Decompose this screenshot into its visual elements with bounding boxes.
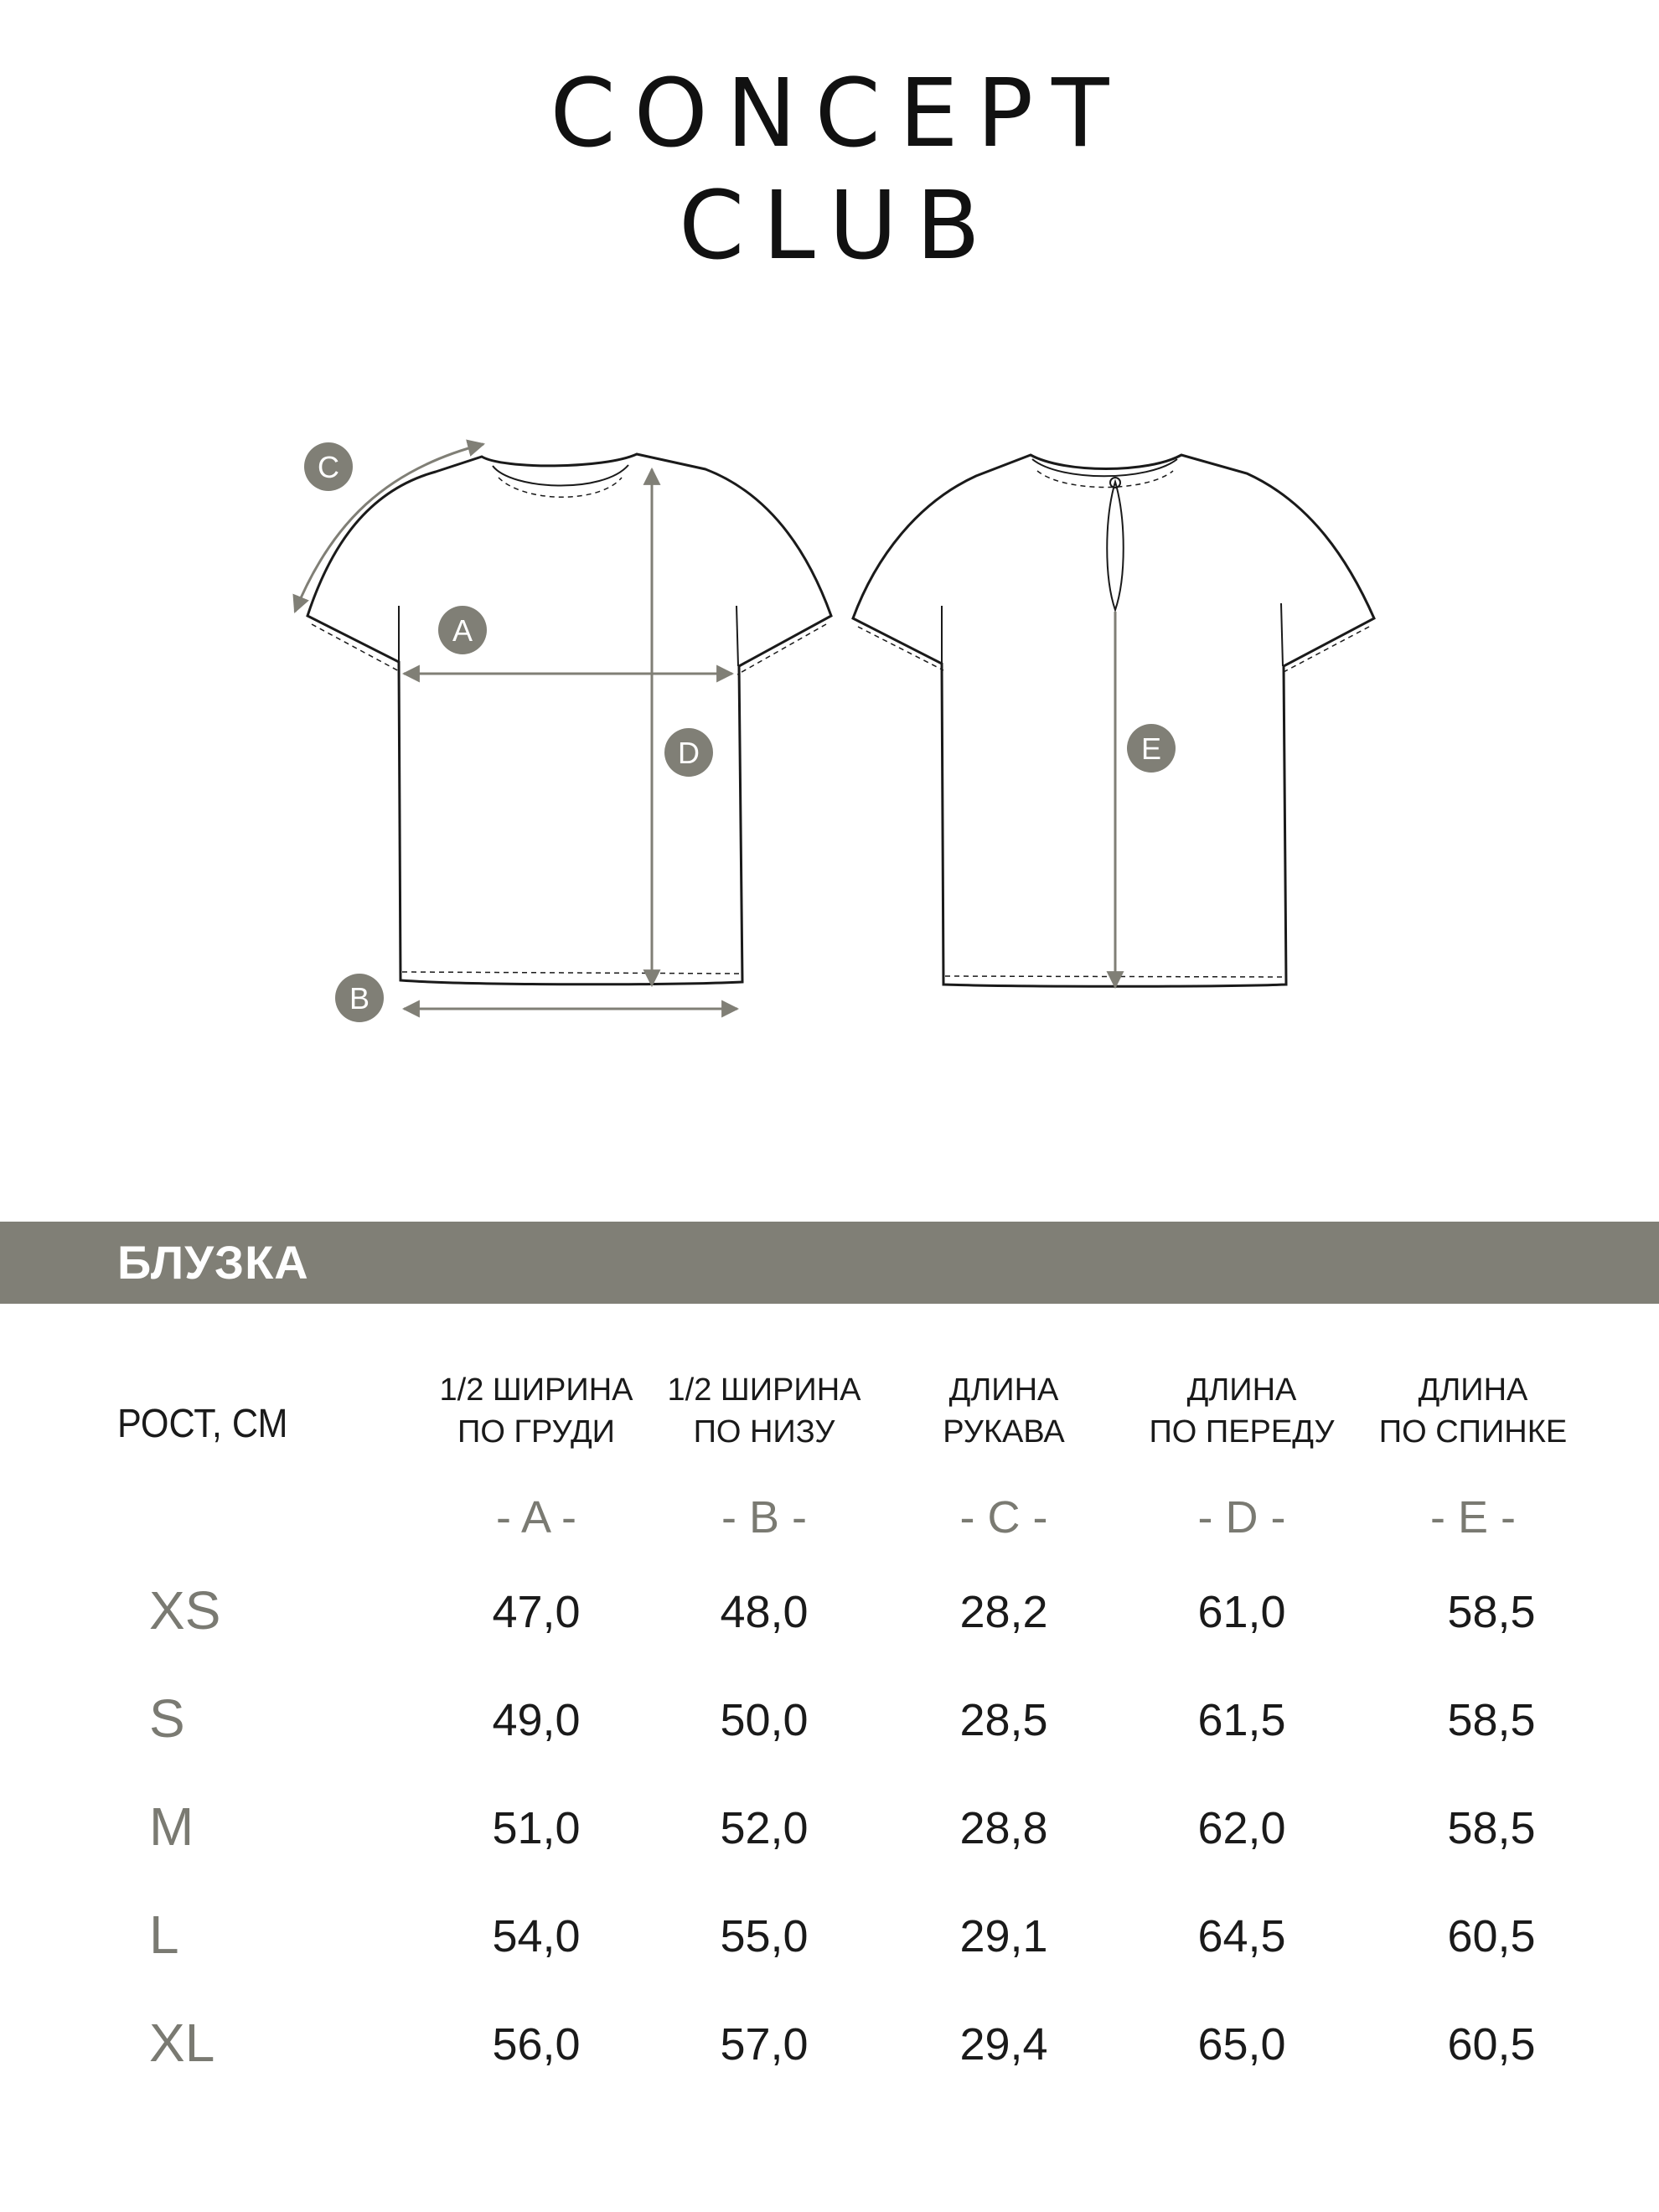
table-cell: 58,5 bbox=[1447, 1695, 1536, 1745]
column-header-e bbox=[1347, 1369, 1599, 1453]
column-header-c bbox=[878, 1369, 1129, 1453]
size-label-l: L bbox=[149, 1904, 179, 1965]
front-sleeve-stitch-left bbox=[312, 624, 401, 672]
back-outline bbox=[853, 455, 1374, 986]
table-cell: 54,0 bbox=[492, 1911, 581, 1961]
size-label-xs: XS bbox=[149, 1580, 221, 1641]
column-header-d bbox=[1116, 1369, 1367, 1453]
front-measurements bbox=[295, 444, 737, 1009]
column-header-line1: 1/2 ШИРИНА bbox=[439, 1372, 633, 1408]
column-header-b bbox=[638, 1369, 890, 1453]
column-letter-c: - C - bbox=[959, 1492, 1048, 1543]
marker-e bbox=[1127, 724, 1176, 773]
marker-b bbox=[335, 974, 384, 1022]
marker-c bbox=[304, 442, 353, 491]
table-cell: 65,0 bbox=[1197, 2019, 1286, 2070]
table-cell: 52,0 bbox=[720, 1803, 809, 1853]
front-armhole-right bbox=[736, 606, 738, 666]
table-cell: 64,5 bbox=[1197, 1911, 1286, 1961]
column-header-line2: РУКАВА bbox=[943, 1414, 1065, 1450]
column-header-line2: ПО СПИНКЕ bbox=[1378, 1414, 1568, 1450]
marker-a-label: A bbox=[452, 613, 473, 648]
marker-e-label: E bbox=[1140, 731, 1162, 766]
section-band bbox=[0, 1222, 1659, 1304]
table-cell: 61,0 bbox=[1197, 1587, 1286, 1637]
marker-d bbox=[664, 728, 713, 777]
table-cell: 57,0 bbox=[720, 2019, 809, 2070]
back-keyhole bbox=[1107, 482, 1124, 610]
column-header-line1: 1/2 ШИРИНА bbox=[667, 1372, 861, 1408]
front-hem-stitch bbox=[402, 972, 741, 974]
table-cell: 55,0 bbox=[720, 1911, 809, 1961]
front-neck-seam bbox=[493, 465, 628, 486]
size-label-s: S bbox=[149, 1688, 185, 1749]
column-letter-a: - A - bbox=[495, 1492, 577, 1543]
column-header-a bbox=[411, 1369, 662, 1453]
marker-c-label: C bbox=[318, 450, 339, 484]
table-cell: 28,5 bbox=[959, 1695, 1048, 1745]
table-cell: 58,5 bbox=[1447, 1587, 1536, 1637]
column-header-line1: ДЛИНА bbox=[1418, 1372, 1528, 1408]
back-sleeve-stitch-right bbox=[1284, 627, 1369, 672]
table-cell: 47,0 bbox=[492, 1587, 581, 1637]
table-cell: 60,5 bbox=[1447, 1911, 1536, 1961]
back-sleeve-stitch-left bbox=[858, 627, 943, 670]
table-cell: 29,4 bbox=[959, 2019, 1048, 2070]
section-title: БЛУЗКА bbox=[117, 1236, 309, 1289]
front-view bbox=[308, 454, 831, 985]
table-cell: 62,0 bbox=[1197, 1803, 1286, 1853]
back-view bbox=[853, 455, 1374, 986]
table-cell: 56,0 bbox=[492, 2019, 581, 2070]
table-cell: 28,2 bbox=[959, 1587, 1048, 1637]
marker-d-label: D bbox=[678, 736, 700, 770]
column-header-line2: ПО ГРУДИ bbox=[457, 1414, 615, 1450]
column-header-line2: ПО ПЕРЕДУ bbox=[1149, 1414, 1335, 1450]
table-cell: 61,5 bbox=[1197, 1695, 1286, 1745]
size-label-xl: XL bbox=[149, 2013, 215, 2073]
table-cell: 51,0 bbox=[492, 1803, 581, 1853]
table-cell: 48,0 bbox=[720, 1587, 809, 1637]
garment-diagram bbox=[0, 0, 1659, 1089]
back-armhole-right bbox=[1281, 603, 1283, 666]
front-sleeve-stitch-right bbox=[737, 624, 826, 674]
column-letter-e: - E - bbox=[1430, 1492, 1516, 1543]
column-header-line1: ДЛИНА bbox=[948, 1372, 1059, 1408]
column-header-line1: ДЛИНА bbox=[1186, 1372, 1297, 1408]
table-cell: 29,1 bbox=[959, 1911, 1048, 1961]
table-cell: 58,5 bbox=[1447, 1803, 1536, 1853]
table-cell: 60,5 bbox=[1447, 2019, 1536, 2070]
column-letter-d: - D - bbox=[1197, 1492, 1286, 1543]
marker-b-label: B bbox=[349, 981, 370, 1016]
table-cell: 50,0 bbox=[720, 1695, 809, 1745]
brand-logo-line2: CLUB bbox=[679, 172, 999, 281]
brand-logo-line1: CONCEPT bbox=[550, 59, 1128, 168]
front-outline bbox=[308, 454, 831, 985]
column-header-line2: ПО НИЗУ bbox=[693, 1414, 835, 1450]
marker-a bbox=[438, 606, 487, 654]
size-label-m: M bbox=[149, 1796, 194, 1857]
back-neck-stitch bbox=[1037, 471, 1173, 488]
table-cell: 49,0 bbox=[492, 1695, 581, 1745]
column-letter-b: - B - bbox=[721, 1492, 807, 1543]
row-header: РОСТ, СМ bbox=[117, 1402, 288, 1446]
table-cell: 28,8 bbox=[959, 1803, 1048, 1853]
